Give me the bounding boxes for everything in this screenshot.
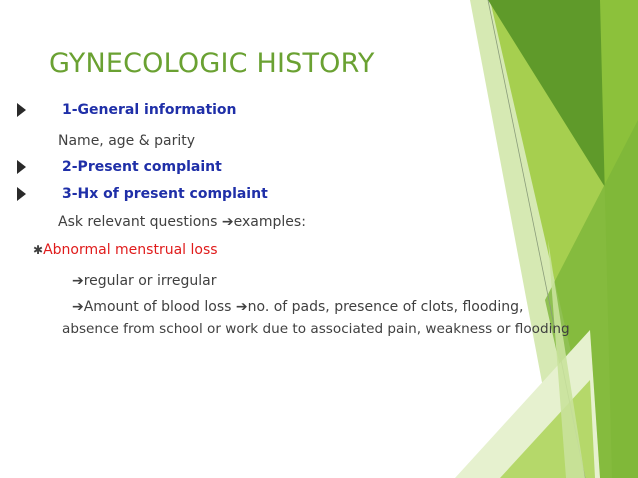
blood-loss-text: Amount of blood loss [83, 299, 232, 315]
examples-text: examples: [233, 214, 306, 230]
slide-title: GYNECOLOGIC HISTORY [49, 48, 375, 79]
bullet-triangle-icon [17, 187, 26, 201]
bullet-triangle-icon [17, 103, 26, 117]
arrow-icon: ➔ [235, 299, 248, 315]
blood-loss-line [72, 298, 523, 316]
arrow-icon: ➔ [221, 214, 234, 230]
abnormal-menstrual-loss-text: Abnormal menstrual loss [43, 242, 218, 258]
arrow-icon: ➔ [72, 299, 84, 315]
absence-line: absence from school or work due to associated pain, weakness or flooding [62, 321, 570, 337]
star-bullet-icon: ✱ [33, 243, 44, 257]
ask-questions-text: Ask relevant questions [58, 214, 218, 230]
regular-irregular-text: regular or irregular [83, 273, 217, 289]
ask-questions-line [58, 213, 306, 231]
bullet-triangle-icon [17, 160, 26, 174]
regular-irregular-line [72, 272, 216, 290]
pads-clots-text: no. of pads, presence of clots, flooding, [247, 299, 524, 315]
abnormal-menstrual-loss-line [33, 241, 218, 259]
general-information-detail: Name, age & parity [58, 133, 195, 149]
arrow-icon: ➔ [72, 273, 84, 289]
heading-general-information: 1-General information [62, 102, 237, 118]
heading-present-complaint: 2-Present complaint [62, 159, 222, 175]
heading-hx-present-complaint: 3-Hx of present complaint [62, 186, 268, 202]
